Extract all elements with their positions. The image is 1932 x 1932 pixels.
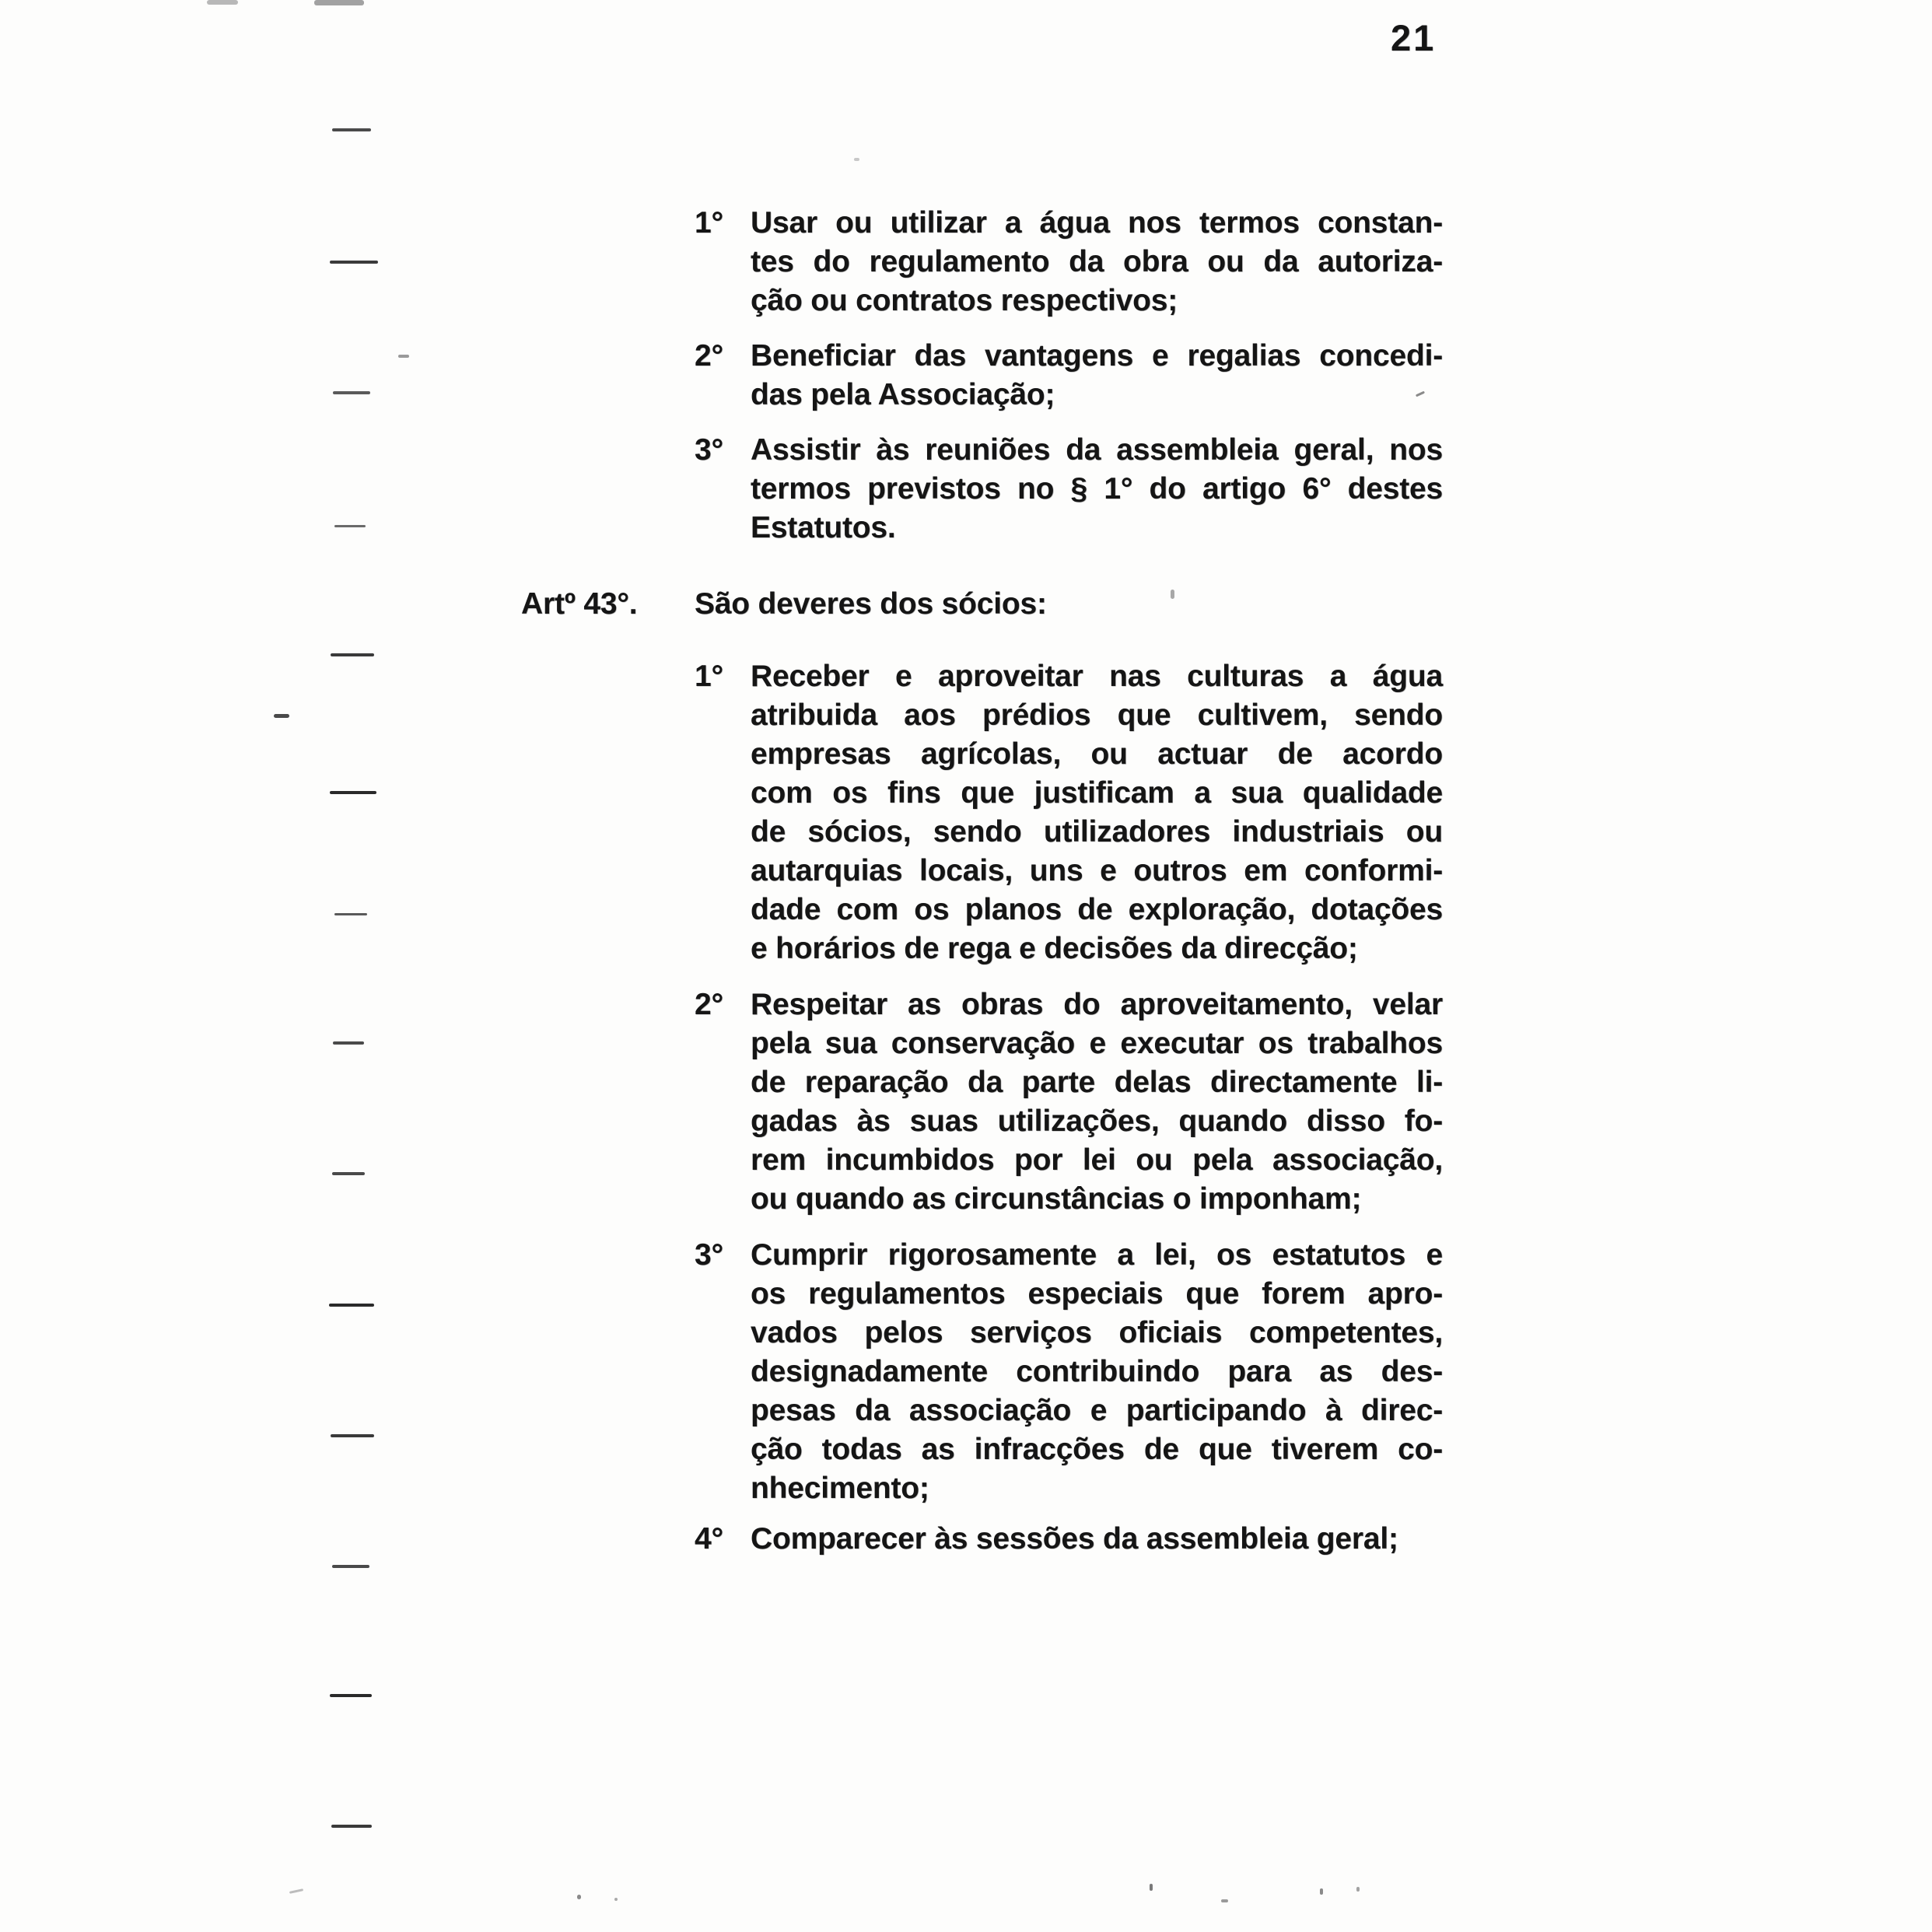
clause-number: 1° xyxy=(695,206,723,240)
text-line: autarquias locais, uns e outros em conformi- xyxy=(751,854,1443,887)
text-line: Respeitar as obras do aproveitamento, velar xyxy=(751,988,1443,1021)
margin-mark xyxy=(334,913,367,915)
text-line: Assistir às reuniões da assembleia geral, nos xyxy=(751,433,1443,467)
margin-mark xyxy=(332,128,371,131)
text-line: os regulamentos especiais que forem apro- xyxy=(751,1277,1443,1311)
margin-mark xyxy=(332,1172,365,1175)
article-label: Artº 43°. xyxy=(521,587,638,621)
text-line: e horários de rega e decisões da direcção; xyxy=(751,932,1358,965)
clause-text xyxy=(751,1520,1443,1559)
margin-mark xyxy=(274,714,289,718)
clause xyxy=(521,657,1443,968)
text-line: de sócios, sendo utilizadores industriais ou xyxy=(751,815,1443,849)
clause xyxy=(521,431,1443,548)
text-line: termos previstos no § 1° do artigo 6° destes xyxy=(751,472,1443,506)
clause-text xyxy=(751,204,1443,320)
text-line: empresas agrícolas, ou actuar de acordo xyxy=(751,737,1443,771)
margin-mark xyxy=(331,1434,374,1437)
margin-mark xyxy=(331,653,374,656)
margin-mark xyxy=(333,391,370,394)
text-line: ou quando as circunstâncias o imponham; xyxy=(751,1182,1362,1216)
text-line: pesas da associação e participando à direc- xyxy=(751,1394,1443,1427)
text-line: designadamente contribuindo para as des- xyxy=(751,1355,1443,1388)
clause xyxy=(521,985,1443,1219)
text-line: dade com os planos de exploração, dotações xyxy=(751,893,1443,926)
margin-mark xyxy=(1320,1888,1323,1895)
clause xyxy=(521,1236,1443,1508)
clause-text xyxy=(751,1236,1443,1508)
margin-mark xyxy=(332,1565,369,1568)
text-line: tes do regulamento da obra ou da autoriza- xyxy=(751,245,1443,278)
margin-mark xyxy=(398,355,409,358)
text-line: vados pelos serviços oficiais competentes, xyxy=(751,1316,1443,1349)
clause-text xyxy=(751,337,1443,415)
margin-mark xyxy=(577,1895,581,1899)
text-line: com os fins que justificam a sua qualidade xyxy=(751,776,1443,810)
text-line: atribuida aos prédios que cultivem, sendo xyxy=(751,698,1443,732)
margin-mark xyxy=(334,525,366,527)
margin-mark xyxy=(331,1825,372,1828)
article-heading xyxy=(521,585,1443,624)
clause-number: 2° xyxy=(695,988,723,1021)
margin-mark xyxy=(330,1694,372,1697)
text-line: nhecimento; xyxy=(751,1472,929,1505)
page-number: 21 xyxy=(1391,17,1437,58)
margin-mark xyxy=(314,0,364,5)
clause xyxy=(521,337,1443,415)
margin-mark xyxy=(330,261,378,264)
margin-mark xyxy=(1356,1887,1360,1892)
pre-article-clauses xyxy=(521,204,1443,548)
text-line: ção ou contratos respectivos; xyxy=(751,284,1178,317)
clause-number: 1° xyxy=(695,660,723,693)
clause-text xyxy=(751,657,1443,968)
article-clauses xyxy=(521,657,1443,1559)
margin-mark xyxy=(1150,1884,1153,1891)
text-line: das pela Associação; xyxy=(751,378,1055,411)
text-line: Estatutos. xyxy=(751,511,896,544)
text-line: Beneficiar das vantagens e regalias concedi- xyxy=(751,339,1443,373)
text-line: gadas às suas utilizações, quando disso fo- xyxy=(751,1104,1443,1138)
clause-number: 4° xyxy=(695,1522,723,1556)
clause xyxy=(521,204,1443,320)
article-lead: São deveres dos sócios: xyxy=(695,587,1047,621)
margin-mark xyxy=(333,1041,364,1045)
margin-mark xyxy=(289,1888,303,1894)
text-line: Usar ou utilizar a água nos termos constan- xyxy=(751,206,1443,240)
margin-mark xyxy=(207,0,238,5)
text-line: Receber e aproveitar nas culturas a água xyxy=(751,660,1443,693)
text-line: ção todas as infracções de que tiverem co- xyxy=(751,1433,1443,1466)
margin-mark xyxy=(854,158,859,161)
margin-mark xyxy=(329,1304,374,1307)
clause-number: 2° xyxy=(695,339,723,373)
text-line: de reparação da parte delas directamente li- xyxy=(751,1066,1443,1099)
clause-number: 3° xyxy=(695,433,723,467)
clause-number: 3° xyxy=(695,1238,723,1272)
text-line: pela sua conservação e executar os trabalhos xyxy=(751,1027,1443,1060)
clause-text xyxy=(751,431,1443,548)
text-line: rem incumbidos por lei ou pela associação, xyxy=(751,1143,1443,1177)
margin-mark xyxy=(614,1898,618,1901)
clause xyxy=(521,1520,1443,1559)
margin-mark xyxy=(1221,1899,1228,1902)
clause-text xyxy=(751,985,1443,1219)
text-line: Comparecer às sessões da assembleia geral; xyxy=(751,1522,1398,1556)
margin-mark xyxy=(330,791,376,794)
content-column xyxy=(521,204,1443,1559)
text-line: Cumprir rigorosamente a lei, os estatutos e xyxy=(751,1238,1443,1272)
